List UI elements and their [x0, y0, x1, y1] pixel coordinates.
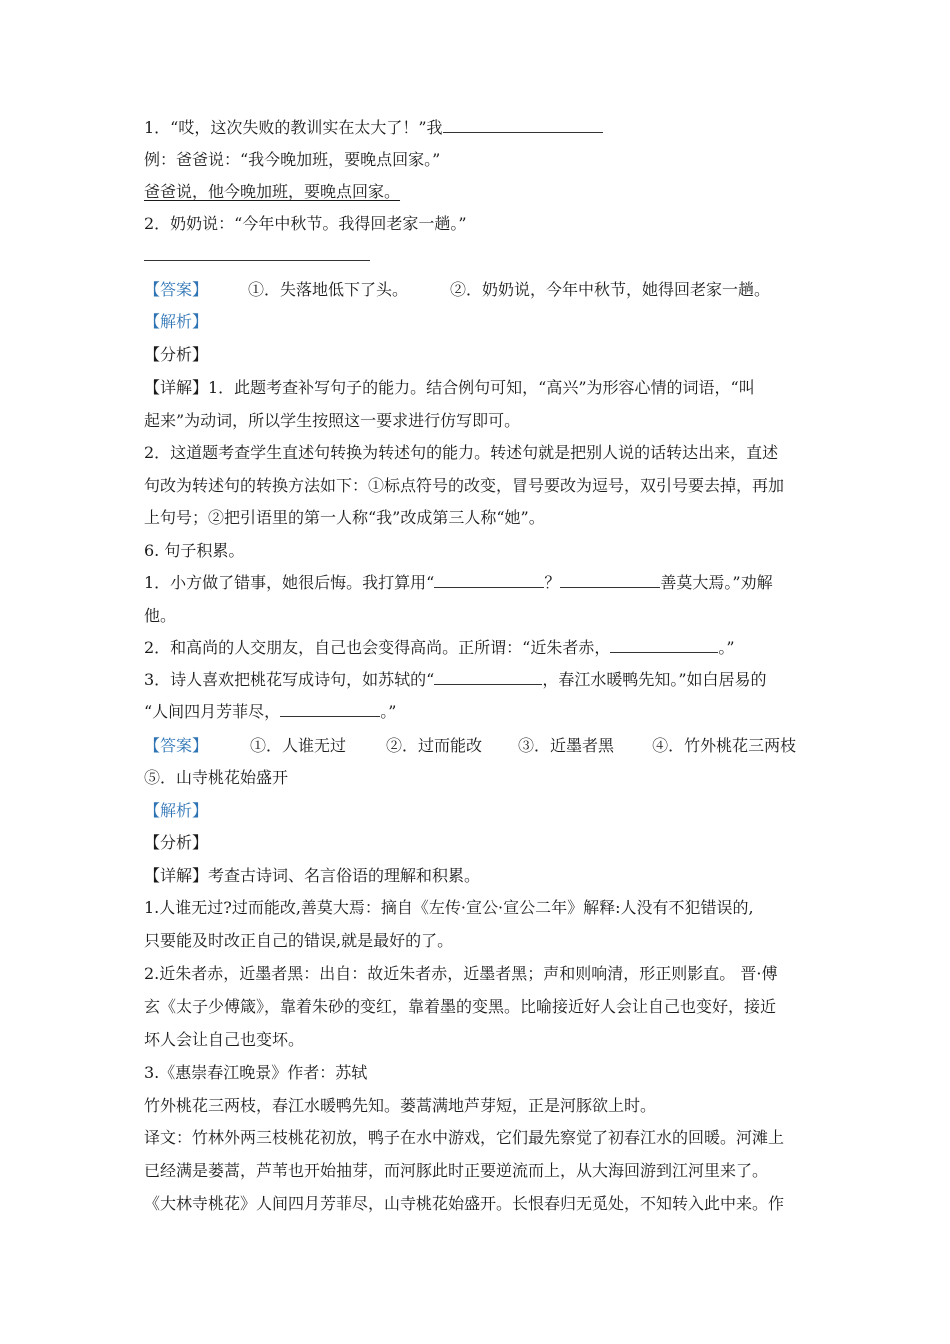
- q6-e2b: 玄《太子少傅箴》，靠着朱砂的变红，靠着墨的变黑。比喻接近好人会让自己也变好，接近: [144, 997, 777, 1016]
- q6-title: 6. 句子积累。: [144, 541, 245, 560]
- q1-example: 例：爸爸说：“我今晚加班，要晚点回家。”: [144, 150, 441, 169]
- q6-e2c: 坏人会让自己也变坏。: [144, 1030, 305, 1049]
- q6-e1a: 1.人谁无过?过而能改,善莫大焉：摘自《左传·宣公·宣公二年》解释:人没有不犯错误的,: [144, 898, 754, 917]
- answer-tag: 【答案】: [144, 280, 209, 299]
- q6-e4: 《大林寺桃花》人间四月芳菲尽，山寺桃花始盛开。长恨春归无觅处，不知转入此中来。作: [144, 1194, 785, 1213]
- q6-answer-row1: 【答案】 ①．人谁无过 ②．过而能改 ③．近墨者黑 ④．竹外桃花三两枝: [144, 736, 797, 755]
- answer-blank: [280, 702, 380, 717]
- q1-detail-2c: 上句号；②把引语里的第一人称“我”改成第三人称“她”。: [144, 508, 545, 527]
- q6-e3-translation-b: 已经满是蒌蒿，芦苇也开始抽芽，而河豚此时正要逆流而上，从大海回游到江河里来了。: [144, 1161, 769, 1180]
- answer-blank: [610, 638, 718, 653]
- q1-line2-blank: [144, 246, 370, 266]
- q1-detail-2b: 句改为转述句的转换方法如下：①标点符号的改变，冒号要改为逗号，双引号要去掉，再加: [144, 476, 785, 495]
- q6-s3a: 3．诗人喜欢把桃花写成诗句，如苏轼的“ ，春江水暖鸭先知。”如白居易的: [144, 670, 767, 689]
- q6-answer-row2: ⑤．山寺桃花始盛开: [144, 768, 289, 787]
- q6-s2: 2．和高尚的人交朋友，自己也会变得高尚。正所谓：“近朱者赤， 。”: [144, 638, 735, 657]
- q6-e2a: 2.近朱者赤，近墨者黑：出自：故近朱者赤，近墨者黑；声和则响清，形正则影直。 晋·傅: [144, 964, 778, 983]
- answer-blank: [434, 670, 542, 685]
- answer-blank: [443, 118, 603, 133]
- answer-blank: [560, 573, 660, 588]
- q6-e1b: 只要能及时改正自己的错误,就是最好的了。: [144, 931, 454, 950]
- q1-example-answer: 爸爸说，他今晚加班，要晚点回家。: [144, 182, 401, 201]
- q6-e3: 3.《惠崇春江晚景》作者：苏轼: [144, 1063, 368, 1082]
- q1-detail-1b: 起来”为动词，所以学生按照这一要求进行仿写即可。: [144, 411, 521, 430]
- q1-detail-1a: 【详解】1．此题考查补写句子的能力。结合例句可知，“高兴”为形容心情的词语，“叫: [144, 378, 755, 397]
- answer-blank: [144, 246, 370, 261]
- q6-jiexi: 【解析】: [144, 801, 209, 820]
- q6-s1a: 1．小方做了错事，她很后悔。我打算用“ ？ 善莫大焉。”劝解: [144, 573, 773, 592]
- q6-fenxi: 【分析】: [144, 833, 209, 852]
- q1-line2: 2．奶奶说：“今年中秋节。我得回老家一趟。”: [144, 214, 467, 233]
- q1-fenxi: 【分析】: [144, 345, 209, 364]
- q6-detail: 【详解】考查古诗词、名言俗语的理解和积累。: [144, 866, 481, 885]
- answer-blank: [434, 573, 544, 588]
- q1-line1: 1．“哎，这次失败的教训实在太大了！”我: [144, 118, 603, 138]
- q1-detail-2a: 2．这道题考查学生直述句转换为转述句的能力。转述句就是把别人说的话转达出来，直述: [144, 443, 779, 462]
- q1-jiexi: 【解析】: [144, 312, 209, 331]
- q1-answer: 【答案】 ①．失落地低下了头。 ②．奶奶说，今年中秋节，她得回老家一趟。: [144, 280, 771, 299]
- answer-tag: 【答案】: [144, 736, 209, 755]
- q6-s3b: “人间四月芳菲尽， 。”: [144, 702, 397, 721]
- q6-e3-translation-a: 译文：竹林外两三枝桃花初放，鸭子在水中游戏，它们最先察觉了初春江水的回暖。河滩上: [144, 1128, 785, 1147]
- q6-s1b: 他。: [144, 606, 177, 625]
- q6-e3-poem: 竹外桃花三两枝，春江水暖鸭先知。蒌蒿满地芦芽短，正是河豚欲上时。: [144, 1096, 657, 1115]
